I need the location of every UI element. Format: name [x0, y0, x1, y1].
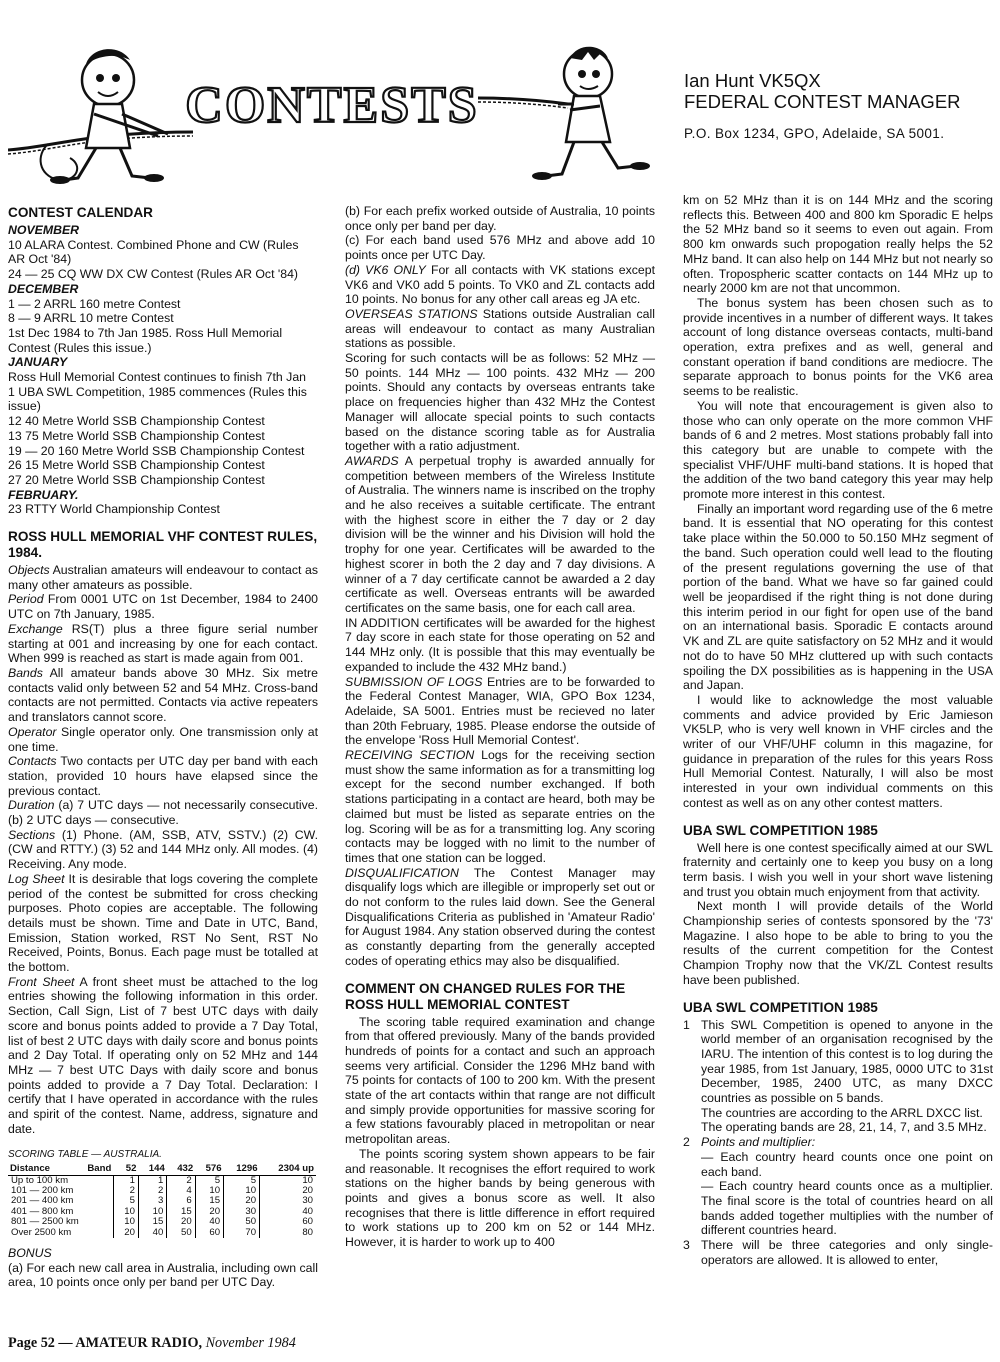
table-cell: 2: [113, 1186, 138, 1196]
table-header: 2304 up: [260, 1164, 316, 1175]
table-cell: 5: [224, 1175, 260, 1186]
table-header: 576: [195, 1164, 223, 1175]
comment-paragraph: The scoring table required examination and change from that offered previously. Many of the bands provided hundreds of points for a contact and such an approach seems very artificial. Consider the 1296 MHz band with 75 points for contacts of 100 to 200 km. With the present state of the art contacts within that range are not difficult and simply provide opportunities for massive scoring for a few stations favourably placed in metropolitan or near metropolitan areas.: [345, 1014, 655, 1147]
table-cell: 80: [260, 1228, 316, 1238]
comment-title: COMMENT ON CHANGED RULES FOR THE ROSS HULL MEMORIAL CONTEST: [345, 980, 626, 1012]
table-row: [8, 1228, 316, 1238]
table-cell: 15: [138, 1217, 166, 1227]
rule-text: Entries are to be forwarded to the Federal Contest Manager, WIA, GPO Box 1234, Adelaide, SA 5001. Entries must be recieved no later than 20th February, 1985. Please endorse the outside of the envelope 'Ross Hull Memorial Contest'.: [345, 674, 655, 748]
rule-sections: [8, 828, 318, 872]
submission-of-logs: [345, 675, 655, 749]
magazine-name: AMATEUR RADIO,: [75, 1335, 206, 1351]
list-number: 3: [683, 1238, 690, 1253]
list-text: The operating bands are 28, 21, 14, 7, and 3.5 MHz.: [701, 1120, 987, 1135]
bonus-b: (b) For each prefix worked outside of Australia, 10 points once only per band per day.: [345, 204, 655, 233]
author-address: P.O. Box 1234, GPO, Adelaide, SA 5001.: [684, 126, 945, 141]
table-cell: 20: [113, 1228, 138, 1238]
rule-label: RECEIVING SECTION: [345, 748, 475, 763]
list-item: [683, 1238, 993, 1267]
rule-text: From 0001 UTC on 1st December, 1984 to 2400 UTC on 7th January, 1985.: [8, 592, 318, 622]
table-cell: 401 — 800 km: [11, 1205, 74, 1217]
table-header: 1296: [224, 1164, 260, 1175]
contests-title-art: [186, 70, 478, 136]
uba-intro-title: UBA SWL COMPETITION 1985: [683, 822, 878, 838]
list-number: 2: [683, 1135, 690, 1150]
rule-text: RS(T) plus a three figure serial number starting at 001 and increasing by one for each contact. When 999 is reached as start is made again from 001.: [8, 621, 318, 666]
bonus-c: (c) For each band used 576 MHz and above add 10 points once per UTC Day.: [345, 233, 655, 263]
table-cell: 1: [113, 1175, 138, 1186]
table-cell: 10: [113, 1217, 138, 1227]
rule-label: Log Sheet: [8, 871, 65, 886]
comment-paragraph: You will note that encouragement is given also to those who can only operate on the more common VHF bands of 6 and 2 metres. Most stations probably fall into this category but are unable to compete with the specialist VHF/UHF multi-band stations. It is hoped that the addition of the two band category this year may help promote more interest in this contest.: [683, 398, 993, 502]
calendar-entry: 1 — 2 ARRL 160 metre Contest: [8, 296, 181, 311]
uba-intro-paragraph: Next month I will provide details of the World Championship series of contests sponsored by the '73' Magazine. I also hope to be able to bring to you the results of the current competition for the Contest Champion Trophy now that the VK/ZL Contest results have been published.: [683, 899, 993, 987]
table-cell: 5: [113, 1196, 138, 1206]
page-header: [0, 0, 1000, 190]
uba-rules-title: UBA SWL COMPETITION 1985: [683, 999, 878, 1015]
table-cell: 40: [260, 1207, 316, 1217]
table-cell: 6: [167, 1196, 195, 1206]
rule-duration: [8, 798, 318, 827]
comment-paragraph: Finally an important word regarding use of the 6 metre band. It is essential that NO operating for this contest take place within the 50.000 to 50.150 MHz segment of the band. Such operation could well lead to the flouting of the present regulations governing the use of that portion of the band. What we have so far gained could well be jeopardised if the right thing is not done during this interim period in our fight for open use of the band on an international basis. Sporadic E contacts around VK and ZL are quite satisfactory on 52 MHz and it would not do to have 50 MHz cluttered up with such contacts spoiling the DX possibilities as is happening in the USA and Japan.: [683, 501, 993, 693]
table-cell: 20: [260, 1186, 316, 1196]
rule-text: Logs for the receiving section must show the same information as for a transmitting log except for the second number exchanged. If both stations participating in a contact are heard, both may be claimed but must be listed as separate entries on the log. Scoring will be as for a transmitting log. Any scoring contacts may be logged with no limit to the number of times that one station can be logged.: [345, 748, 655, 865]
table-cell: 10: [113, 1207, 138, 1217]
uba-rules-list: [683, 1018, 993, 1268]
comment-paragraph: I would like to acknowledge the most valuable comments and advice provided by Eric Jamieson VK5LP, who is very well known in VHF circles and the writer of our VHF/UHF column in this magazine, for guidance in preparation of the rules for this years Ross Hull Memorial Contest. Naturally, I will also be most interested in your own individual comments on this contest as well as on any other contest matters.: [683, 692, 993, 810]
overseas-scoring: Scoring for such contacts will be as follows: 52 MHz — 50 points. 144 MHz — 100 points. 432 MHz — 200 points. Should any contacts by overseas entrants take place on frequencies higher than 432 MHz the Contest Manager will allocate special points to such contacts based on the distance scoring table as for Australia together with a ratio adjustment.: [345, 351, 655, 454]
calendar-entry: 10 ALARA Contest. Combined Phone and CW (Rules AR Oct '84): [8, 237, 299, 267]
rule-period: [8, 592, 318, 621]
rule-text: A perpetual trophy is awarded annually for competition between members of the Wireless Institute of Australia. The winners name is inscribed on the trophy and he also receives a suitable certificate. The entrant with the highest score in either the 7 day or 2 day division will be the winner and his Division will hold the trophy for one year. Certificates will be awarded to the highest scorer in both the 2 day and 7 day divisions. A winner of a 7 day certificate cannot be awarded a 2 day certificate as well. Overseas entrants will be awarded certificates on the same basis, one for each call area.: [345, 453, 655, 615]
list-text: — Each country heard counts once one point on each band.: [701, 1149, 993, 1179]
rule-objects: [8, 563, 318, 592]
rule-label: Duration: [8, 798, 55, 813]
page-number: Page 52 —: [8, 1335, 76, 1351]
bonus-a: (a) For each new call area in Australia, including own call area, 10 points once only per band per UTC Day.: [8, 1260, 318, 1290]
table-cell: 10: [138, 1207, 166, 1217]
author-name: Ian Hunt VK5QX: [684, 70, 821, 91]
rule-label: Sections: [8, 827, 56, 842]
rule-text: (1) Phone. (AM, SSB, ATV, SSTV.) (2) CW. (CW and RTTY.) (3) 52 and 144 MHz only. All modes. (4) Receiving. Any mode.: [8, 827, 318, 872]
table-cell: 15: [167, 1207, 195, 1217]
table-cell: 5: [195, 1175, 223, 1186]
table-cell: 101 — 200 km: [11, 1185, 74, 1196]
calendar-entry: 8 — 9 ARRL 10 metre Contest: [8, 311, 174, 326]
author-role: FEDERAL CONTEST MANAGER: [684, 91, 961, 112]
rule-label: AWARDS: [345, 453, 399, 468]
calendar-entry: 19 — 20 160 Metre World SSB Championship Contest: [8, 443, 305, 458]
list-item: [683, 1135, 993, 1238]
calendar-entry: 26 15 Metre World SSB Championship Contest: [8, 458, 265, 473]
table-cell: 10: [195, 1186, 223, 1196]
table-cell: 40: [195, 1217, 223, 1227]
table-cell: 30: [260, 1196, 316, 1206]
list-text: — Each country heard counts once as a multiplier. The final score is the total of countries heard on all bands added together multiplies with the number of different countries heard.: [701, 1179, 993, 1238]
table-cell: 20: [195, 1207, 223, 1217]
table-header-row: [8, 1164, 316, 1175]
column-2: [345, 204, 655, 1250]
table-cell: 15: [195, 1196, 223, 1206]
table-cell: Up to 100 km: [11, 1174, 69, 1186]
rule-label: OVERSEAS STATIONS: [345, 306, 478, 321]
rosshull-rules-title: ROSS HULL MEMORIAL VHF CONTEST RULES, 1984.: [8, 529, 318, 561]
calendar-title: CONTEST CALENDAR: [8, 205, 153, 220]
rule-text: For all contacts with VK stations except VK6 and VK0 add 5 points. To VK0 and ZL contacts add 10 points. No bonus for any other call areas eg JA etc.: [345, 262, 655, 307]
rule-text: Stations outside Australian call areas will endeavour to contact as many Australian stations as possible.: [345, 306, 655, 351]
bonus-d: [345, 263, 655, 307]
list-item: [683, 1018, 993, 1136]
table-header: 432: [167, 1164, 195, 1175]
comment-paragraph: The points scoring system shown appears to be fair and reasonable. It recognises the effort required to work stations on the higher bands by being generous with points and gives a bonus score as well. It also recognises that there is little difference in effort required to work stations up to 200 km on 52 or 144 MHz. However, it is harder to work up to 400: [345, 1146, 655, 1250]
list-label: Points and multiplier:: [701, 1135, 816, 1150]
calendar-entry: Ross Hull Memorial Contest continues to finish 7th Jan: [8, 370, 306, 385]
calendar-month-january: JANUARY: [8, 355, 68, 370]
calendar-entry: 1 UBA SWL Competition, 1985 commences (Rules this issue): [8, 384, 307, 414]
list-number: 1: [683, 1017, 690, 1032]
rule-label: Exchange: [8, 621, 63, 636]
scoring-table-caption: SCORING TABLE — AUSTRALIA.: [8, 1149, 162, 1161]
rule-label: Bands: [8, 665, 43, 680]
scoring-table: [8, 1164, 316, 1238]
calendar-entry: 12 40 Metre World SSB Championship Contest: [8, 414, 265, 429]
table-cell: 20: [167, 1217, 195, 1227]
rule-front-sheet: [8, 975, 318, 1137]
list-text: There will be three categories and only single-operators are allowed. It is allowed to enter,: [701, 1238, 993, 1267]
calendar-month-december: DECEMBER: [8, 281, 79, 296]
rule-text: Two contacts per UTC day per band with each station, provided 10 hours have elapsed since the previous contact.: [8, 754, 318, 798]
table-cell: 20: [224, 1196, 260, 1206]
rule-label: Objects: [8, 563, 50, 578]
calendar-month-november: NOVEMBER: [8, 223, 80, 237]
table-cell: 2: [167, 1175, 195, 1186]
calendar-entry: 23 RTTY World Championship Contest: [8, 502, 220, 517]
rule-label: Front Sheet: [8, 974, 75, 989]
author-block: [684, 70, 994, 141]
table-cell: 3: [138, 1196, 166, 1206]
page-footer: [8, 1335, 296, 1352]
column-1: [8, 204, 318, 1290]
rule-text: A front sheet must be attached to the log entries showing the following information in this order. Section, Call Sign, List of 7 best UTC days with daily score and bonus points added to provide a 7 Day Total, list of best 2 UTC days with daily score and bonus points and 2 Day Total. If operating only on 52 MHz and 144 MHz — 7 best UTC Days with daily score and bonus points added to provide a 7 Day Total. Declaration: I certify that I have operated in accordance with the rules and spirit of the contest. Name, address, signature and date.: [8, 974, 318, 1136]
calendar-entry: 1st Dec 1984 to 7th Jan 1985. Ross Hull Memorial Contest (Rules this issue.): [8, 325, 283, 355]
list-text: This SWL Competition is opened to anyone in the world member of an organisation recognised by the IARU. The intention of this contest is to log during the year 1985, from 1st January, 1985, 0000 UTC to 31st December, 1985, 2400 UTC, as many DXCC countries as possible on 5 bands.: [701, 1017, 993, 1106]
rule-label: Period: [8, 592, 44, 607]
rule-exchange: [8, 622, 318, 666]
table-cell: 60: [195, 1228, 223, 1238]
list-text: The countries are according to the ARRL DXCC list.: [701, 1105, 983, 1120]
rule-text: (a) 7 UTC days — not necessarily consecutive. (b) 2 UTC days — consecutive.: [8, 798, 318, 828]
column-3: [683, 193, 993, 1268]
calendar-month-february: FEBRUARY.: [8, 487, 79, 502]
table-header: 52: [113, 1164, 138, 1175]
rule-text: Australian amateurs will endeavour to contact as many other amateurs as possible.: [8, 563, 318, 592]
rule-log-sheet: [8, 872, 318, 975]
table-cell: 40: [138, 1228, 166, 1238]
table-cell: Over 2500 km: [11, 1226, 72, 1238]
comment-paragraph: The bonus system has been chosen such as to provide incentives in a number of different ways. It takes account of long distance overseas contacts, multi-band operation, extra prefixes and as well, general and constant operation if band conditions are mediocre. The separate approach to bonus points for the VK6 area seems to be realistic.: [683, 295, 993, 399]
table-cell: 50: [167, 1228, 195, 1238]
bonus-title: BONUS: [8, 1246, 52, 1261]
in-addition: IN ADDITION certificates will be awarded for the highest 7 day score in each state for those operating on 52 and 144 MHz only. (It is possible that this may eventually be expanded to include the 432 MHz band.): [345, 615, 655, 674]
rule-text: Single operator only. One transmission only at one time.: [8, 724, 318, 754]
table-cell: 1: [138, 1175, 166, 1186]
table-cell: 801 — 2500 km: [11, 1216, 79, 1228]
table-header: Distance: [8, 1164, 72, 1175]
table-cell: 4: [167, 1186, 195, 1196]
disqualification: [345, 866, 655, 969]
calendar-entry: 27 20 Metre World SSB Championship Contest: [8, 472, 265, 487]
calendar-entry: 13 75 Metre World SSB Championship Contest: [8, 428, 265, 443]
cartoon-right-illustration: [478, 40, 668, 185]
awards: [345, 454, 655, 616]
rule-label: Contacts: [8, 754, 57, 769]
table-cell: 30: [224, 1207, 260, 1217]
comment-paragraph: km on 52 MHz than it is on 144 MHz and the scoring reflects this. Between 400 and 800 km Sporadic E helps the 52 MHz band so it seems to even out again. From 800 km onwards such propogation really helps the 52 MHz band. It can also help on 144 MHz but not nearly so often. Tropospheric scatter contacts on 144 MHz up to nearly 2000 km are not that uncommon.: [683, 193, 993, 296]
cartoon-left-illustration: [8, 40, 193, 185]
table-cell: 10: [224, 1186, 260, 1196]
rule-text: All amateur bands above 30 MHz. Six metre contacts valid only between 52 and 54 MHz. Cross-band contacts are not permitted. Contacts via active repeaters and translators cannot score.: [8, 665, 318, 725]
table-cell: 201 — 400 km: [11, 1195, 74, 1207]
svg-text:CONTESTS: CONTESTS: [186, 77, 478, 134]
rule-operator: [8, 725, 318, 754]
receiving-section: [345, 748, 655, 866]
overseas-stations: [345, 307, 655, 351]
table-cell: 50: [224, 1217, 260, 1227]
rule-text: It is desirable that logs covering the complete period of the contest be submitted for cross checking purposes. Photo copies are acceptable. The following details must be shown. Time and Date in UTC, Band, Emission, Station worked, RST No Sent, RST No Received, Points, Bonus. Each page must be totalled at the bottom.: [8, 871, 318, 975]
rule-label: Operator: [8, 724, 57, 739]
table-cell: 10: [260, 1175, 316, 1186]
issue-date: November 1984: [205, 1335, 296, 1351]
rule-contacts: [8, 754, 318, 798]
contests-title: [186, 70, 478, 136]
calendar-entry: 24 — 25 CQ WW DX CW Contest (Rules AR Oct '84): [8, 267, 299, 282]
table-header: Band: [72, 1164, 113, 1175]
rule-text: The Contest Manager may disqualify logs which are illegible or improperly set out or do not conform to the rules laid down. See the General Disqualifications Criteria as published in 'Amateur Radio' for August 1984. Any station observed during the contest as constantly departing from the generally accepted codes of operating ethics may also be disqualified.: [345, 865, 655, 968]
uba-intro-paragraph: Well here is one contest specifically aimed at our SWL fraternity and certainly one to keep you busy on a long term basis. I wish you well in your short wave listening and trust you obtain much enjoyment from that activity.: [683, 840, 993, 899]
table-cell: 2: [138, 1186, 166, 1196]
rule-label: SUBMISSION OF LOGS: [345, 674, 483, 689]
table-cell: 70: [224, 1228, 260, 1238]
rule-label: (d) VK6 ONLY: [345, 262, 426, 277]
rule-bands: [8, 666, 318, 725]
rule-label: DISQUALIFICATION: [345, 865, 459, 880]
table-cell: 60: [260, 1217, 316, 1227]
table-header: 144: [138, 1164, 166, 1175]
